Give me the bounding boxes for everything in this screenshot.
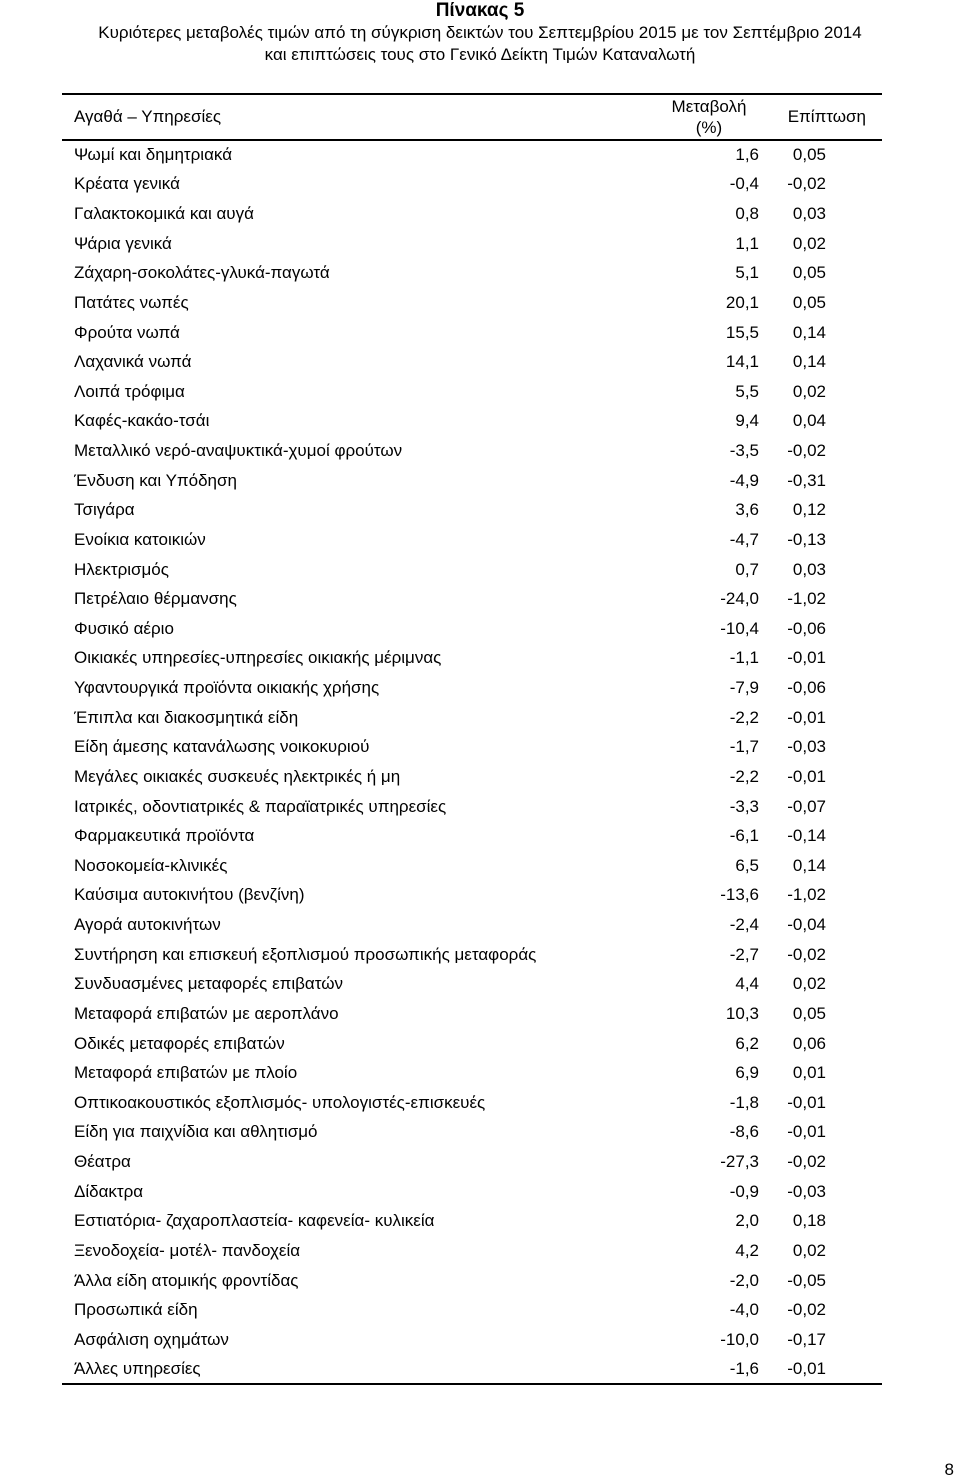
price-changes-table [62, 93, 882, 1385]
table-row [62, 288, 882, 318]
row-change-value: 5,5 [735, 381, 759, 401]
row-change-value: 6,9 [735, 1063, 759, 1083]
row-change-value: -1,1 [729, 648, 759, 668]
row-change-value: -4,7 [729, 529, 759, 549]
header-change [619, 94, 759, 140]
row-impact-value: 0,05 [792, 263, 826, 283]
row-change-value: -27,3 [720, 1152, 759, 1172]
table-row [62, 1088, 882, 1118]
header-change-line2: (%) [695, 118, 723, 137]
row-change-value: 5,1 [735, 263, 759, 283]
table-row [62, 792, 882, 822]
row-impact-value: 0,05 [792, 1003, 826, 1023]
row-change-value: -3,3 [729, 796, 759, 816]
row-item-label: Οδικές μεταφορές επιβατών [74, 1033, 285, 1053]
row-change-value: 2,0 [735, 1211, 759, 1231]
table-row [62, 199, 882, 229]
table-row [62, 1355, 882, 1385]
row-change-value: -2,2 [729, 766, 759, 786]
page-number: 8 [944, 1460, 954, 1479]
row-impact-value: 0,14 [792, 855, 826, 875]
row-impact-value: -1,02 [787, 589, 826, 609]
table-row [62, 140, 882, 170]
row-item-label: Οικιακές υπηρεσίες-υπηρεσίες οικιακής μέριμνας [74, 648, 442, 668]
row-impact-value: -0,02 [787, 174, 826, 194]
table-row [62, 466, 882, 496]
table-row [62, 940, 882, 970]
table-row [62, 407, 882, 437]
table-row [62, 910, 882, 940]
row-item-label: Καύσιμα αυτοκινήτου (βενζίνη) [74, 885, 305, 905]
row-impact-value: 0,02 [792, 233, 826, 253]
row-item-label: Τσιγάρα [74, 500, 135, 520]
row-item-label: Άλλες υπηρεσίες [74, 1358, 201, 1378]
row-item-label: Ξενοδοχεία- μοτέλ- πανδοχεία [74, 1240, 301, 1260]
table-row [62, 1118, 882, 1148]
row-item-label: Μεταφορά επιβατών με αεροπλάνο [74, 1003, 339, 1023]
table-body [62, 140, 882, 1384]
row-impact-value: -0,01 [787, 1122, 826, 1142]
row-impact-value: 0,14 [792, 322, 826, 342]
row-item-label: Πατάτες νωπές [74, 292, 189, 312]
row-impact-value: -0,13 [787, 529, 826, 549]
row-impact-value: -0,14 [787, 826, 826, 846]
row-impact-value: -0,05 [787, 1270, 826, 1290]
table-row [62, 555, 882, 585]
table-row [62, 703, 882, 733]
table-subtitle-line2: και επιπτώσεις τους στο Γενικό Δείκτη Τιμών Καταναλωτή [264, 45, 696, 64]
row-change-value: -4,9 [729, 470, 759, 490]
row-item-label: Συντήρηση και επισκευή εξοπλισμού προσωπικής μεταφοράς [74, 944, 537, 964]
table-header [62, 94, 882, 140]
row-impact-value: -0,02 [787, 441, 826, 461]
row-impact-value: 0,14 [792, 352, 826, 372]
row-impact-value: 0,01 [792, 1063, 826, 1083]
row-item-label: Είδη για παιχνίδια και αθλητισμό [74, 1122, 318, 1142]
row-change-value: 9,4 [735, 411, 759, 431]
table-row [62, 762, 882, 792]
row-change-value: 6,2 [735, 1033, 759, 1053]
table-row [62, 436, 882, 466]
row-change-value: -2,0 [729, 1270, 759, 1290]
row-change-value: -1,7 [729, 737, 759, 757]
row-item-label: Είδη άμεσης κατανάλωσης νοικοκυριού [74, 737, 370, 757]
row-item-label: Συνδυασμένες μεταφορές επιβατών [74, 974, 344, 994]
row-item-label: Καφές-κακάο-τσάι [74, 411, 210, 431]
row-change-value: 0,7 [735, 559, 759, 579]
row-item-label: Λοιπά τρόφιμα [74, 381, 185, 401]
row-impact-value: -0,03 [787, 737, 826, 757]
table-row [62, 347, 882, 377]
row-impact-value: 0,05 [792, 145, 826, 165]
row-change-value: -8,6 [729, 1122, 759, 1142]
row-item-label: Ηλεκτρισμός [74, 559, 169, 579]
table-row [62, 229, 882, 259]
row-item-label: Ένδυση και Υπόδηση [74, 470, 237, 490]
table-row [62, 1029, 882, 1059]
row-change-value: -4,0 [729, 1300, 759, 1320]
table-row [62, 821, 882, 851]
row-item-label: Έπιπλα και διακοσμητικά είδη [74, 707, 299, 727]
row-item-label: Φρούτα νωπά [74, 322, 180, 342]
row-impact-value: -0,31 [787, 470, 826, 490]
row-impact-value: -0,04 [787, 915, 826, 935]
row-impact-value: 0,04 [792, 411, 826, 431]
row-impact-value: 0,05 [792, 292, 826, 312]
row-item-label: Μεταφορά επιβατών με πλοίο [74, 1063, 298, 1083]
row-impact-value: 0,12 [792, 500, 826, 520]
row-change-value: -10,4 [720, 618, 759, 638]
row-impact-value: -0,01 [787, 707, 826, 727]
header-change-line1: Μεταβολή [671, 97, 747, 116]
table-subtitle-line1: Κυριότερες μεταβολές τιμών από τη σύγκριση δεικτών του Σεπτεμβρίου 2015 με τον Σεπτέμβριο 2014 [98, 23, 862, 42]
row-item-label: Μεταλλικό νερό-αναψυκτικά-χυμοί φρούτων [74, 441, 403, 461]
header-impact: Επίπτωση [787, 107, 866, 126]
row-change-value: -1,6 [729, 1358, 759, 1378]
row-change-value: -2,2 [729, 707, 759, 727]
row-item-label: Ασφάλιση οχημάτων [74, 1329, 229, 1349]
row-change-value: 0,8 [735, 204, 759, 224]
row-item-label: Αγορά αυτοκινήτων [74, 915, 221, 935]
row-item-label: Ψάρια γενικά [74, 233, 172, 253]
table-row [62, 970, 882, 1000]
row-change-value: 4,2 [735, 1240, 759, 1260]
header-item: Αγαθά – Υπηρεσίες [74, 107, 222, 126]
table-row [62, 733, 882, 763]
table-row [62, 377, 882, 407]
row-item-label: Θέατρα [74, 1152, 131, 1172]
row-change-value: -0,9 [729, 1181, 759, 1201]
row-change-value: -7,9 [729, 678, 759, 698]
row-item-label: Λαχανικά νωπά [74, 352, 192, 372]
row-change-value: -10,0 [720, 1329, 759, 1349]
row-item-label: Προσωπικά είδη [74, 1300, 198, 1320]
table-row [62, 170, 882, 200]
row-change-value: 20,1 [725, 292, 759, 312]
row-item-label: Πετρέλαιο θέρμανσης [74, 589, 237, 609]
row-change-value: 14,1 [725, 352, 759, 372]
row-item-label: Φυσικό αέριο [74, 618, 174, 638]
row-impact-value: -0,01 [787, 648, 826, 668]
table-row [62, 1177, 882, 1207]
row-item-label: Γαλακτοκομικά και αυγά [74, 204, 254, 224]
table-row [62, 851, 882, 881]
row-item-label: Ψωμί και δημητριακά [74, 145, 233, 165]
table-row [62, 525, 882, 555]
row-impact-value: -0,01 [787, 1358, 826, 1378]
row-change-value: -6,1 [729, 826, 759, 846]
row-impact-value: -0,03 [787, 1181, 826, 1201]
row-item-label: Οπτικοακουστικός εξοπλισμός- υπολογιστές-επισκευές [74, 1092, 486, 1112]
row-change-value: 10,3 [725, 1003, 759, 1023]
table-row [62, 614, 882, 644]
row-item-label: Εστιατόρια- ζαχαροπλαστεία- καφενεία- κυλικεία [74, 1211, 435, 1231]
row-impact-value: -0,06 [787, 678, 826, 698]
row-item-label: Νοσοκομεία-κλινικές [74, 855, 228, 875]
table-row [62, 1325, 882, 1355]
row-impact-value: 0,02 [792, 381, 826, 401]
row-impact-value: -0,02 [787, 1300, 826, 1320]
row-item-label: Άλλα είδη ατομικής φροντίδας [74, 1270, 299, 1290]
row-impact-value: -0,01 [787, 766, 826, 786]
row-impact-value: -0,07 [787, 796, 826, 816]
row-change-value: -2,4 [729, 915, 759, 935]
table-row [62, 644, 882, 674]
row-item-label: Ιατρικές, οδοντιατρικές & παραϊατρικές υπηρεσίες [74, 796, 447, 816]
row-impact-value: -0,02 [787, 944, 826, 964]
row-change-value: -1,8 [729, 1092, 759, 1112]
table-row [62, 259, 882, 289]
row-item-label: Δίδακτρα [74, 1181, 144, 1201]
row-change-value: -13,6 [720, 885, 759, 905]
title-block [0, 0, 960, 66]
table-title: Πίνακας 5 [435, 0, 525, 21]
header-row [62, 94, 882, 140]
table-row [62, 881, 882, 911]
row-change-value: 3,6 [735, 500, 759, 520]
table-row [62, 999, 882, 1029]
row-impact-value: -0,02 [787, 1152, 826, 1172]
row-item-label: Υφαντουργικά προϊόντα οικιακής χρήσης [74, 678, 380, 698]
row-item-label: Μεγάλες οικιακές συσκευές ηλεκτρικές ή μη [74, 766, 401, 786]
table-row [62, 496, 882, 526]
row-change-value: -0,4 [729, 174, 759, 194]
row-change-value: 1,1 [735, 233, 759, 253]
row-impact-value: 0,18 [792, 1211, 826, 1231]
row-change-value: -2,7 [729, 944, 759, 964]
table-row [62, 1236, 882, 1266]
row-change-value: 4,4 [735, 974, 759, 994]
table-row [62, 1207, 882, 1237]
row-impact-value: -0,17 [787, 1329, 826, 1349]
row-change-value: 6,5 [735, 855, 759, 875]
table-row [62, 1058, 882, 1088]
table-row [62, 1295, 882, 1325]
row-impact-value: -0,06 [787, 618, 826, 638]
row-change-value: -3,5 [729, 441, 759, 461]
table-row [62, 1266, 882, 1296]
row-impact-value: 0,06 [792, 1033, 826, 1053]
row-item-label: Ζάχαρη-σοκολάτες-γλυκά-παγωτά [74, 263, 330, 283]
row-impact-value: -1,02 [787, 885, 826, 905]
row-change-value: 1,6 [735, 145, 759, 165]
row-change-value: 15,5 [725, 322, 759, 342]
row-impact-value: 0,02 [792, 974, 826, 994]
table-row [62, 673, 882, 703]
table-row [62, 318, 882, 348]
row-impact-value: -0,01 [787, 1092, 826, 1112]
table-row [62, 584, 882, 614]
row-impact-value: 0,03 [792, 204, 826, 224]
row-impact-value: 0,03 [792, 559, 826, 579]
row-impact-value: 0,02 [792, 1240, 826, 1260]
row-change-value: -24,0 [720, 589, 759, 609]
row-item-label: Φαρμακευτικά προϊόντα [74, 826, 255, 846]
row-item-label: Ενοίκια κατοικιών [74, 529, 206, 549]
row-item-label: Κρέατα γενικά [74, 174, 180, 194]
table-row [62, 1147, 882, 1177]
